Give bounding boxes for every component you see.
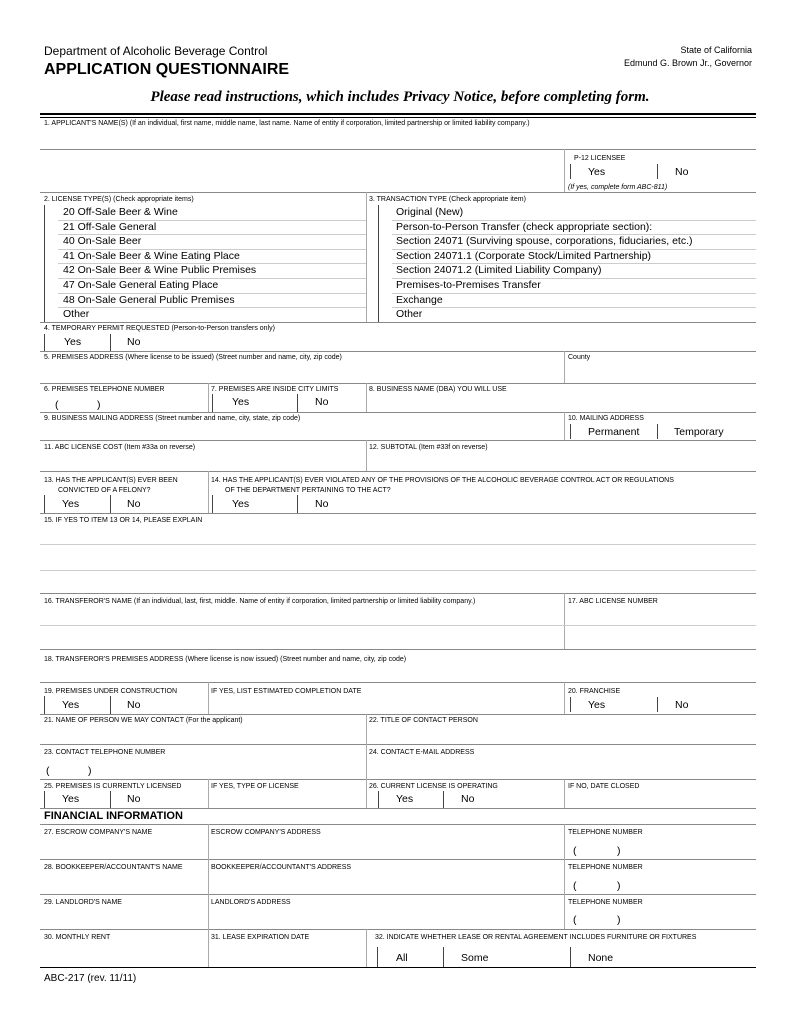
divider bbox=[564, 682, 565, 714]
q19-label: 19. PREMISES UNDER CONSTRUCTION bbox=[44, 688, 178, 695]
line bbox=[40, 383, 756, 384]
q19-no-label: No bbox=[127, 699, 141, 711]
q10-label: 10. MAILING ADDRESS bbox=[568, 415, 644, 422]
transaction-type-checkbox[interactable] bbox=[378, 205, 392, 220]
row-line bbox=[44, 307, 366, 308]
q23-paren-close: ) bbox=[88, 765, 92, 777]
q6-paren-open: ( bbox=[55, 399, 59, 411]
q4-yes-checkbox[interactable] bbox=[44, 334, 60, 352]
transaction-type-option: Other bbox=[396, 308, 423, 321]
license-type-checkbox[interactable] bbox=[44, 234, 58, 249]
q29-label: 29. LANDLORD'S NAME bbox=[44, 899, 122, 906]
q28-label: 28. BOOKKEEPER/ACCOUNTANT'S NAME bbox=[44, 864, 183, 871]
q4-no-checkbox[interactable] bbox=[110, 334, 126, 352]
q19-completion-label: IF YES, LIST ESTIMATED COMPLETION DATE bbox=[211, 688, 362, 695]
p12-note: (If yes, complete form ABC-811) bbox=[568, 184, 668, 191]
q16-label: 16. TRANSFEROR'S NAME (If an individual, last, first, middle. Name of entity if corporation, limited partnership or limited liability company.) bbox=[44, 598, 476, 605]
q12-label: 12. SUBTOTAL (Item #33f on reverse) bbox=[369, 444, 488, 451]
q6-label: 6. PREMISES TELEPHONE NUMBER bbox=[44, 386, 165, 393]
transaction-type-option: Section 24071.2 (Limited Liability Company) bbox=[396, 264, 602, 277]
license-type-checkbox[interactable] bbox=[44, 205, 58, 220]
q7-yes-label: Yes bbox=[232, 396, 250, 408]
q27-paren-open: ( bbox=[573, 845, 577, 857]
line bbox=[40, 544, 756, 545]
q10-permanent-checkbox[interactable] bbox=[570, 424, 586, 439]
q28-paren-open: ( bbox=[573, 880, 577, 892]
transaction-type-checkbox[interactable] bbox=[378, 249, 392, 264]
line bbox=[40, 351, 756, 352]
line bbox=[40, 929, 756, 930]
line bbox=[40, 192, 756, 193]
divider bbox=[366, 383, 367, 413]
divider bbox=[366, 440, 367, 471]
transaction-type-option: Premises-to-Premises Transfer bbox=[396, 279, 541, 291]
line bbox=[40, 625, 756, 626]
line bbox=[40, 714, 756, 715]
q29-paren-close: ) bbox=[617, 914, 621, 926]
q32-label: 32. INDICATE WHETHER LEASE OR RENTAL AGREEMENT INCLUDES FURNITURE OR FIXTURES bbox=[375, 934, 697, 941]
divider bbox=[208, 779, 209, 808]
q27-paren-close: ) bbox=[617, 845, 621, 857]
line bbox=[40, 412, 756, 413]
q25-type-label: IF YES, TYPE OF LICENSE bbox=[211, 783, 299, 790]
q1-label: 1. APPLICANT'S NAME(S) (If an individual, first name, middle name, last name. Name of entity if corporation, limited partnership or limited liability company.) bbox=[44, 120, 530, 127]
top-rule-thin bbox=[40, 117, 756, 118]
financial-heading: FINANCIAL INFORMATION bbox=[44, 810, 183, 822]
q28-paren-close: ) bbox=[617, 880, 621, 892]
q26-no-label: No bbox=[461, 793, 475, 805]
q19-no-checkbox[interactable] bbox=[110, 696, 126, 714]
license-type-option: 41 On-Sale Beer & Wine Eating Place bbox=[63, 249, 240, 262]
q17-label: 17. ABC LICENSE NUMBER bbox=[568, 598, 658, 605]
divider bbox=[208, 383, 209, 413]
q13-yes-label: Yes bbox=[62, 498, 80, 510]
q29-phone-label: TELEPHONE NUMBER bbox=[568, 899, 643, 906]
q23-label: 23. CONTACT TELEPHONE NUMBER bbox=[44, 749, 166, 756]
q27-label: 27. ESCROW COMPANY'S NAME bbox=[44, 829, 153, 836]
divider bbox=[366, 714, 367, 744]
license-type-option: Other bbox=[63, 308, 90, 321]
line bbox=[40, 471, 756, 472]
q8-label: 8. BUSINESS NAME (DBA) YOU WILL USE bbox=[369, 386, 507, 393]
q26-yes-checkbox[interactable] bbox=[378, 791, 394, 808]
transaction-type-checkbox[interactable] bbox=[378, 278, 392, 293]
q30-label: 30. MONTHLY RENT bbox=[44, 934, 111, 941]
divider bbox=[208, 682, 209, 714]
line bbox=[40, 570, 756, 571]
q21-label: 21. NAME OF PERSON WE MAY CONTACT (For the applicant) bbox=[44, 717, 243, 724]
p12-yes-label: Yes bbox=[588, 166, 606, 178]
divider bbox=[564, 824, 565, 859]
q2-label: 2. LICENSE TYPE(S) (Check appropriate items) bbox=[44, 196, 194, 203]
q28-phone-label: TELEPHONE NUMBER bbox=[568, 864, 643, 871]
q24-label: 24. CONTACT E-MAIL ADDRESS bbox=[369, 749, 475, 756]
q32-some-checkbox[interactable] bbox=[443, 947, 459, 967]
divider bbox=[366, 929, 367, 967]
q13-no-checkbox[interactable] bbox=[110, 495, 126, 513]
form-number: ABC-217 (rev. 11/11) bbox=[44, 973, 137, 984]
license-type-option: 42 On-Sale Beer & Wine Public Premises bbox=[63, 264, 257, 277]
q15-label: 15. IF YES TO ITEM 13 OR 14, PLEASE EXPLAIN bbox=[44, 517, 203, 524]
privacy-notice: Please read instructions, which includes Privacy Notice, before completing form. bbox=[150, 89, 650, 105]
state-name: State of California bbox=[680, 45, 752, 55]
line bbox=[40, 322, 756, 323]
top-rule bbox=[40, 113, 756, 115]
license-type-option: 20 Off-Sale Beer & Wine bbox=[63, 206, 178, 218]
q32-none-checkbox[interactable] bbox=[570, 947, 586, 967]
line bbox=[40, 824, 756, 825]
state-info bbox=[624, 44, 752, 70]
department-name: Department of Alcoholic Beverage Control bbox=[44, 44, 268, 58]
line bbox=[40, 649, 756, 650]
license-type-checkbox[interactable] bbox=[44, 307, 58, 322]
q25-label: 25. PREMISES IS CURRENTLY LICENSED bbox=[44, 783, 182, 790]
divider bbox=[208, 859, 209, 894]
transaction-type-option: Exchange bbox=[396, 293, 443, 306]
q26-no-checkbox[interactable] bbox=[443, 791, 459, 808]
q14-label-1: 14. HAS THE APPLICANT(S) EVER VIOLATED ANY OF THE PROVISIONS OF THE ALCOHOLIC BEVERAGE CONTROL ACT OR REGULATIONS bbox=[211, 477, 674, 484]
q20-no-checkbox[interactable] bbox=[657, 697, 673, 712]
transaction-type-option: Person-to-Person Transfer (check appropriate section): bbox=[396, 220, 653, 233]
divider bbox=[564, 859, 565, 894]
divider bbox=[208, 471, 209, 513]
q29-address-label: LANDLORD'S ADDRESS bbox=[211, 899, 291, 906]
divider bbox=[366, 779, 367, 808]
row-line bbox=[378, 307, 756, 308]
q13-yes-checkbox[interactable] bbox=[44, 495, 60, 513]
line bbox=[40, 808, 756, 809]
q32-all-checkbox[interactable] bbox=[377, 947, 393, 967]
p12-yes-checkbox[interactable] bbox=[570, 164, 586, 179]
q7-yes-checkbox[interactable] bbox=[212, 394, 228, 412]
p12-label: P-12 LICENSEE bbox=[574, 155, 626, 162]
transaction-type-checkbox[interactable] bbox=[378, 234, 392, 249]
q19-yes-label: Yes bbox=[62, 699, 80, 711]
q31-label: 31. LEASE EXPIRATION DATE bbox=[211, 934, 310, 941]
q5-county-label: County bbox=[568, 354, 591, 361]
q11-label: 11. ABC LICENSE COST (Item #33a on reverse) bbox=[44, 444, 196, 451]
governor-name: Edmund G. Brown Jr., Governor bbox=[623, 58, 752, 68]
q20-yes-checkbox[interactable] bbox=[570, 697, 586, 712]
divider bbox=[208, 929, 209, 967]
q26-label: 26. CURRENT LICENSE IS OPERATING bbox=[369, 783, 498, 790]
transaction-type-option: Original (New) bbox=[396, 206, 464, 218]
q25-no-checkbox[interactable] bbox=[110, 791, 126, 808]
transaction-type-checkbox[interactable] bbox=[378, 263, 392, 278]
q14-yes-checkbox[interactable] bbox=[212, 495, 228, 513]
q29-paren-open: ( bbox=[573, 914, 577, 926]
license-type-checkbox[interactable] bbox=[44, 249, 58, 264]
divider bbox=[208, 894, 209, 929]
q13-no-label: No bbox=[127, 498, 141, 510]
q14-yes-label: Yes bbox=[232, 498, 250, 510]
bottom-rule bbox=[40, 967, 756, 968]
license-type-checkbox[interactable] bbox=[44, 293, 58, 308]
license-type-checkbox[interactable] bbox=[44, 263, 58, 278]
divider bbox=[208, 824, 209, 859]
line bbox=[40, 894, 756, 895]
q4-yes-label: Yes bbox=[64, 336, 82, 348]
q10-permanent-label: Permanent bbox=[588, 426, 640, 438]
q6-paren-close: ) bbox=[97, 399, 101, 411]
q26-closed-label: IF NO, DATE CLOSED bbox=[568, 783, 640, 790]
q22-label: 22. TITLE OF CONTACT PERSON bbox=[369, 717, 478, 724]
divider bbox=[564, 351, 565, 383]
line bbox=[40, 682, 756, 683]
divider bbox=[564, 593, 565, 649]
q19-yes-checkbox[interactable] bbox=[44, 696, 60, 714]
q7-no-checkbox[interactable] bbox=[297, 394, 313, 412]
q25-yes-label: Yes bbox=[62, 793, 80, 805]
p12-no-label: No bbox=[675, 166, 689, 178]
line bbox=[40, 859, 756, 860]
q10-temporary-label: Temporary bbox=[674, 426, 724, 438]
q27-phone-label: TELEPHONE NUMBER bbox=[568, 829, 643, 836]
q14-no-label: No bbox=[315, 498, 329, 510]
q20-label: 20. FRANCHISE bbox=[568, 688, 621, 695]
q13-label-2: CONVICTED OF A FELONY? bbox=[58, 487, 151, 494]
transaction-type-checkbox[interactable] bbox=[378, 220, 392, 235]
license-type-checkbox[interactable] bbox=[44, 220, 58, 235]
q32-some-label: Some bbox=[461, 952, 489, 964]
q5-label: 5. PREMISES ADDRESS (Where license to be issued) (Street number and name, city, zip code) bbox=[44, 354, 342, 361]
line bbox=[40, 593, 756, 594]
q9-label: 9. BUSINESS MAILING ADDRESS (Street number and name, city, state, zip code) bbox=[44, 415, 301, 422]
q32-none-label: None bbox=[588, 952, 614, 964]
transaction-type-option: Section 24071.1 (Corporate Stock/Limited Partnership) bbox=[396, 249, 652, 262]
q25-no-label: No bbox=[127, 793, 141, 805]
transaction-type-checkbox[interactable] bbox=[378, 293, 392, 308]
line bbox=[40, 744, 756, 745]
q20-no-label: No bbox=[675, 699, 689, 711]
q14-no-checkbox[interactable] bbox=[297, 495, 313, 513]
divider bbox=[564, 149, 565, 192]
divider bbox=[564, 412, 565, 441]
q4-label: 4. TEMPORARY PERMIT REQUESTED (Person-to-Person transfers only) bbox=[44, 325, 275, 332]
license-type-checkbox[interactable] bbox=[44, 278, 58, 293]
transaction-type-checkbox[interactable] bbox=[378, 307, 392, 322]
divider bbox=[564, 894, 565, 929]
q27-address-label: ESCROW COMPANY'S ADDRESS bbox=[211, 829, 321, 836]
q20-yes-label: Yes bbox=[588, 699, 606, 711]
q14-label-2: OF THE DEPARTMENT PERTAINING TO THE ACT? bbox=[225, 487, 391, 494]
q25-yes-checkbox[interactable] bbox=[44, 791, 60, 808]
q1-line bbox=[40, 149, 756, 150]
q13-label-1: 13. HAS THE APPLICANT(S) EVER BEEN bbox=[44, 477, 178, 484]
license-type-option: 21 Off-Sale General bbox=[63, 220, 157, 233]
q18-label: 18. TRANSFEROR'S PREMISES ADDRESS (Where license is now issued) (Street number and name, city, zip code) bbox=[44, 656, 407, 663]
q10-temporary-checkbox[interactable] bbox=[657, 424, 673, 439]
line bbox=[40, 513, 756, 514]
line bbox=[40, 440, 756, 441]
q28-address-label: BOOKKEEPER/ACCOUNTANT'S ADDRESS bbox=[211, 864, 352, 871]
q23-paren-open: ( bbox=[46, 765, 50, 777]
q32-all-label: All bbox=[396, 952, 408, 964]
license-type-option: 47 On-Sale General Eating Place bbox=[63, 279, 219, 291]
q7-label: 7. PREMISES ARE INSIDE CITY LIMITS bbox=[211, 386, 339, 393]
line bbox=[40, 779, 756, 780]
license-type-option: 40 On-Sale Beer bbox=[63, 235, 142, 248]
divider bbox=[366, 744, 367, 779]
license-type-option: 48 On-Sale General Public Premises bbox=[63, 293, 235, 306]
q7-no-label: No bbox=[315, 396, 329, 408]
form-title: APPLICATION QUESTIONNAIRE bbox=[44, 61, 290, 78]
q3-label: 3. TRANSACTION TYPE (Check appropriate item) bbox=[369, 196, 526, 203]
divider bbox=[564, 779, 565, 808]
divider bbox=[366, 192, 367, 322]
transaction-type-option: Section 24071 (Surviving spouse, corporations, fiduciaries, etc.) bbox=[396, 235, 693, 248]
p12-no-checkbox[interactable] bbox=[657, 164, 673, 179]
q4-no-label: No bbox=[127, 336, 141, 348]
q26-yes-label: Yes bbox=[396, 793, 414, 805]
